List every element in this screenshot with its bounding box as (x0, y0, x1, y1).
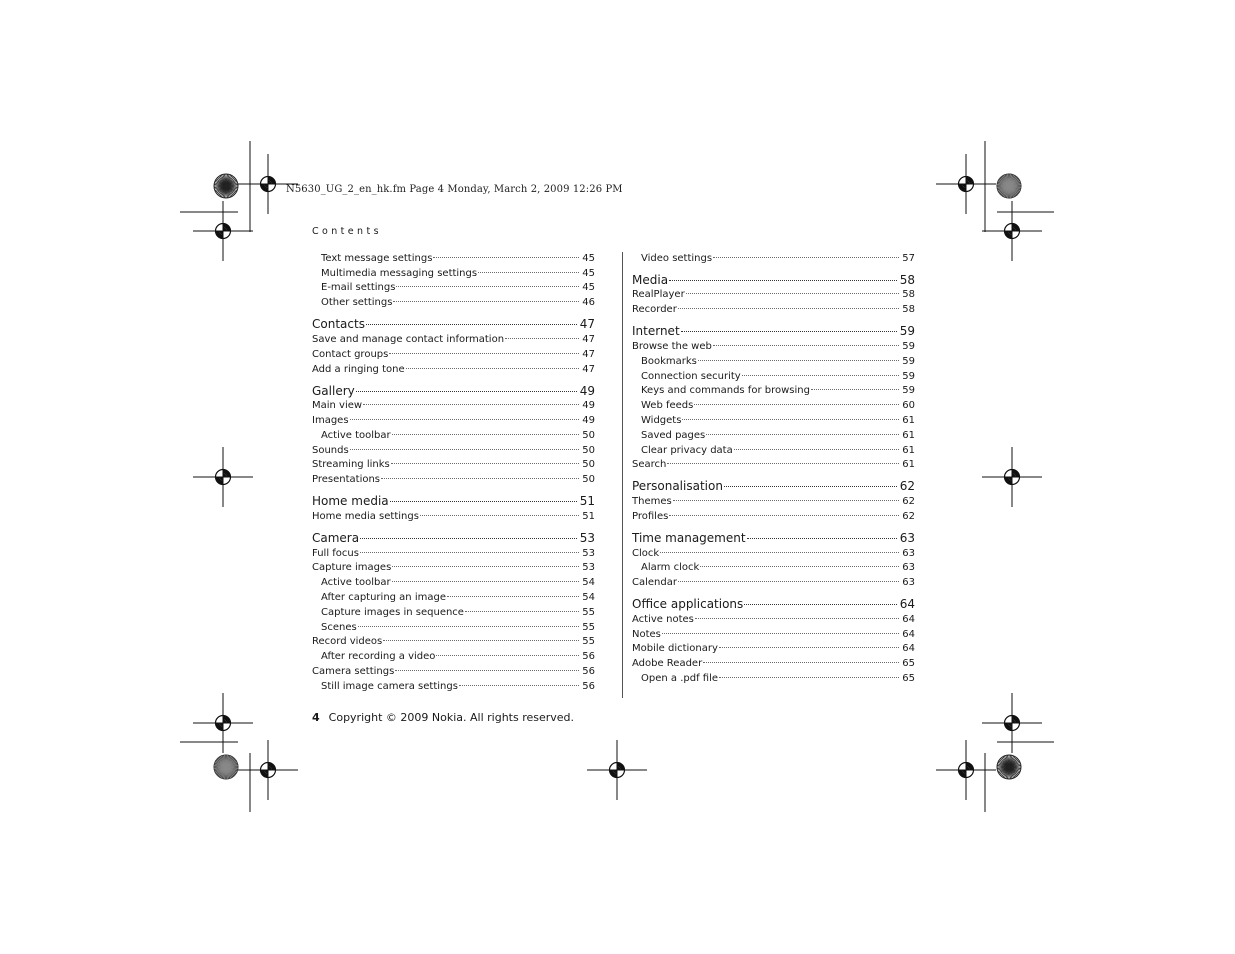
toc-entry (632, 496, 915, 510)
toc-entry-page: 51 (582, 511, 595, 522)
toc-entry-page: 59 (902, 341, 915, 352)
toc-entry (641, 371, 915, 385)
dot-leader (350, 449, 580, 450)
dot-leader (678, 308, 899, 309)
toc-entry-title: Sounds (312, 445, 349, 456)
dot-leader (713, 257, 899, 258)
column-divider (622, 252, 623, 698)
toc-entry (641, 400, 915, 414)
toc-entry-page: 54 (582, 577, 595, 588)
toc-entry (641, 415, 915, 429)
toc-entry-title: Capture images (312, 562, 392, 573)
section-label: Contents (312, 226, 382, 237)
toc-entry (321, 651, 595, 665)
toc-entry-title: Keys and commands for browsing (641, 385, 810, 396)
toc-chapter-entry (632, 531, 915, 547)
toc-entry-page: 56 (582, 681, 595, 692)
toc-entry (312, 548, 595, 562)
toc-entry-page: 45 (582, 268, 595, 279)
dot-leader (505, 338, 579, 339)
dot-leader (673, 500, 900, 501)
toc-entry-title: Bookmarks (641, 356, 697, 367)
toc-entry (321, 681, 595, 695)
toc-entry-page: 57 (902, 253, 915, 264)
toc-entry (632, 614, 915, 628)
toc-entry-page: 61 (902, 445, 915, 456)
toc-entry-page: 49 (579, 384, 595, 398)
toc-entry (641, 253, 915, 267)
dot-leader (465, 611, 579, 612)
toc-chapter-entry (312, 494, 595, 510)
toc-entry-page: 53 (582, 562, 595, 573)
toc-entry-page: 50 (582, 474, 595, 485)
dot-leader (742, 375, 900, 376)
toc-entry-page: 46 (582, 297, 595, 308)
toc-entry (632, 643, 915, 657)
toc-entry-page: 63 (902, 562, 915, 573)
toc-entry (321, 577, 595, 591)
dot-leader (356, 391, 577, 392)
toc-entry-title: Widgets (641, 415, 682, 426)
toc-entry-title: Save and manage contact information (312, 334, 505, 345)
toc-entry-page: 55 (582, 607, 595, 618)
dot-leader (433, 257, 579, 258)
star-center (1007, 184, 1011, 188)
toc-entry (312, 511, 595, 525)
toc-entry-page: 56 (582, 666, 595, 677)
toc-entry (312, 334, 595, 348)
toc-chapter-entry (312, 384, 595, 400)
dot-leader (667, 463, 899, 464)
dot-leader (393, 301, 579, 302)
toc-entry (632, 629, 915, 643)
toc-chapter-entry (632, 597, 915, 613)
toc-entry-page: 45 (582, 282, 595, 293)
toc-entry (312, 364, 595, 378)
toc-entry-title: Home media settings (312, 511, 419, 522)
toc-entry-title: Video settings (641, 253, 713, 264)
toc-entry-title: Themes (632, 496, 672, 507)
toc-entry (632, 289, 915, 303)
toc-entry (321, 592, 595, 606)
toc-entry-title: After recording a video (321, 651, 436, 662)
dot-leader (706, 434, 899, 435)
dot-leader (734, 449, 900, 450)
toc-entry-page: 59 (899, 324, 915, 338)
toc-entry-page: 51 (579, 494, 595, 508)
toc-entry-page: 47 (582, 334, 595, 345)
dot-leader (381, 478, 579, 479)
toc-entry (312, 562, 595, 576)
dot-leader (360, 552, 579, 553)
toc-entry-page: 62 (899, 479, 915, 493)
toc-entry (641, 385, 915, 399)
toc-entry (321, 268, 595, 282)
toc-entry-title: Notes (632, 629, 661, 640)
toc-entry (312, 445, 595, 459)
toc-entry-title: Scenes (321, 622, 357, 633)
toc-entry-page: 56 (582, 651, 595, 662)
toc-entry (312, 400, 595, 414)
toc-entry-page: 62 (902, 496, 915, 507)
toc-entry (321, 253, 595, 267)
toc-entry-title: Personalisation (632, 479, 723, 493)
toc-entry-title: Mobile dictionary (632, 643, 718, 654)
toc-entry-page: 58 (899, 273, 915, 287)
toc-entry-title: Internet (632, 324, 680, 338)
toc-entry-title: Media (632, 273, 669, 287)
dot-leader (747, 538, 897, 539)
toc-entry-page: 47 (582, 349, 595, 360)
dot-leader (350, 419, 580, 420)
dot-leader (719, 677, 899, 678)
toc-entry-title: Record videos (312, 636, 383, 647)
toc-entry-title: Images (312, 415, 349, 426)
dot-leader (678, 581, 899, 582)
toc-entry (632, 341, 915, 355)
dot-leader (360, 538, 577, 539)
page-number: 4 (312, 711, 320, 724)
dot-leader (724, 486, 897, 487)
toc-entry-title: E-mail settings (321, 282, 396, 293)
toc-entry-page: 59 (902, 356, 915, 367)
toc-entry-page: 50 (582, 445, 595, 456)
toc-entry (321, 282, 595, 296)
toc-entry-title: Camera (312, 531, 360, 545)
toc-entry-title: Active toolbar (321, 577, 391, 588)
toc-entry-page: 64 (902, 643, 915, 654)
toc-entry-page: 58 (902, 289, 915, 300)
dot-leader (459, 685, 579, 686)
toc-entry-title: Home media (312, 494, 389, 508)
dot-leader (695, 618, 899, 619)
toc-entry-title: Presentations (312, 474, 381, 485)
dot-leader (358, 626, 580, 627)
dot-leader (694, 404, 899, 405)
dot-leader (713, 345, 899, 346)
toc-entry (312, 415, 595, 429)
toc-entry-title: Open a .pdf file (641, 673, 718, 684)
dot-leader (811, 389, 899, 390)
toc-chapter-entry (632, 479, 915, 495)
toc-entry (641, 430, 915, 444)
toc-entry-title: RealPlayer (632, 289, 685, 300)
toc-entry (321, 622, 595, 636)
toc-entry (312, 474, 595, 488)
toc-entry (321, 297, 595, 311)
dot-leader (681, 331, 897, 332)
toc-entry (312, 349, 595, 363)
toc-entry-page: 64 (902, 614, 915, 625)
dot-leader (669, 515, 899, 516)
toc-entry (641, 356, 915, 370)
toc-entry-page: 61 (902, 430, 915, 441)
dot-leader (391, 463, 580, 464)
toc-entry-page: 55 (582, 622, 595, 633)
toc-entry-page: 54 (582, 592, 595, 603)
toc-entry-page: 61 (902, 459, 915, 470)
toc-entry-title: Gallery (312, 384, 355, 398)
toc-entry-page: 50 (582, 459, 595, 470)
toc-entry-page: 49 (582, 415, 595, 426)
toc-entry-title: Alarm clock (641, 562, 700, 573)
dot-leader (686, 293, 900, 294)
toc-entry (632, 577, 915, 591)
toc-entry-page: 45 (582, 253, 595, 264)
dot-leader (389, 353, 579, 354)
toc-entry-title: Profiles (632, 511, 669, 522)
dot-leader (363, 404, 579, 405)
dot-leader (662, 633, 899, 634)
toc-entry-title: Contact groups (312, 349, 389, 360)
toc-entry-page: 65 (902, 673, 915, 684)
dot-leader (392, 434, 580, 435)
toc-entry-title: After capturing an image (321, 592, 446, 603)
dot-leader (700, 566, 899, 567)
star-center (224, 765, 228, 769)
toc-entry-page: 47 (579, 317, 595, 331)
file-header-stamp: N5630_UG_2_en_hk.fm Page 4 Monday, March 2, 2009 12:26 PM (286, 184, 623, 195)
star-center (1007, 765, 1011, 769)
toc-entry-page: 64 (899, 597, 915, 611)
toc-entry (312, 666, 595, 680)
toc-entry-title: Office applications (632, 597, 744, 611)
toc-entry-page: 59 (902, 371, 915, 382)
toc-chapter-entry (312, 531, 595, 547)
toc-entry-title: Saved pages (641, 430, 706, 441)
toc-entry-page: 64 (902, 629, 915, 640)
toc-entry-title: Time management (632, 531, 746, 545)
toc-entry-title: Camera settings (312, 666, 395, 677)
page-footer (312, 711, 574, 724)
toc-entry (312, 636, 595, 650)
toc-entry-page: 55 (582, 636, 595, 647)
toc-entry-page: 50 (582, 430, 595, 441)
toc-entry (632, 511, 915, 525)
dot-leader (703, 662, 899, 663)
dot-leader (392, 566, 579, 567)
toc-entry-page: 47 (582, 364, 595, 375)
dot-leader (698, 360, 899, 361)
toc-entry (632, 304, 915, 318)
toc-entry-title: Capture images in sequence (321, 607, 464, 618)
toc-entry-page: 49 (582, 400, 595, 411)
toc-entry (632, 459, 915, 473)
toc-entry-page: 58 (902, 304, 915, 315)
dot-leader (682, 419, 899, 420)
toc-chapter-entry (632, 273, 915, 289)
dot-leader (669, 280, 897, 281)
toc-entry-title: Main view (312, 400, 363, 411)
toc-entry-title: Streaming links (312, 459, 390, 470)
toc-entry-title: Browse the web (632, 341, 712, 352)
toc-entry (641, 673, 915, 687)
toc-entry-page: 63 (902, 577, 915, 588)
toc-entry (321, 430, 595, 444)
dot-leader (447, 596, 579, 597)
dot-leader (392, 581, 580, 582)
toc-entry-page: 61 (902, 415, 915, 426)
toc-entry-title: Active notes (632, 614, 694, 625)
toc-entry (321, 607, 595, 621)
toc-entry-title: Recorder (632, 304, 677, 315)
toc-entry-page: 63 (902, 548, 915, 559)
toc-entry-title: Active toolbar (321, 430, 391, 441)
toc-entry-page: 63 (899, 531, 915, 545)
toc-entry-page: 53 (579, 531, 595, 545)
toc-entry-title: Connection security (641, 371, 741, 382)
toc-entry-title: Calendar (632, 577, 677, 588)
toc-entry-page: 62 (902, 511, 915, 522)
toc-chapter-entry (312, 317, 595, 333)
dot-leader (420, 515, 579, 516)
toc-entry-page: 53 (582, 548, 595, 559)
toc-entry (641, 445, 915, 459)
dot-leader (396, 286, 579, 287)
toc-entry-title: Adobe Reader (632, 658, 703, 669)
copyright-text: Copyright © 2009 Nokia. All rights reserved. (328, 711, 575, 724)
toc-entry (632, 548, 915, 562)
dot-leader (744, 604, 896, 605)
toc-entry-title: Full focus (312, 548, 359, 559)
toc-entry-page: 65 (902, 658, 915, 669)
toc-entry-page: 60 (902, 400, 915, 411)
toc-entry-title: Contacts (312, 317, 365, 331)
toc-entry (312, 459, 595, 473)
toc-entry (632, 658, 915, 672)
dot-leader (478, 272, 579, 273)
toc-entry-page: 59 (902, 385, 915, 396)
toc-chapter-entry (632, 324, 915, 340)
dot-leader (719, 647, 899, 648)
toc-entry-title: Multimedia messaging settings (321, 268, 478, 279)
dot-leader (660, 552, 899, 553)
toc-entry-title: Web feeds (641, 400, 694, 411)
toc-entry-title: Clear privacy data (641, 445, 733, 456)
dot-leader (366, 324, 577, 325)
star-center (224, 184, 228, 188)
dot-leader (390, 501, 577, 502)
dot-leader (395, 670, 579, 671)
toc-entry-title: Search (632, 459, 667, 470)
toc-entry-title: Other settings (321, 297, 393, 308)
dot-leader (436, 655, 579, 656)
toc-entry-title: Add a ringing tone (312, 364, 405, 375)
dot-leader (383, 640, 579, 641)
toc-entry-title: Clock (632, 548, 660, 559)
toc-entry-title: Text message settings (321, 253, 433, 264)
dot-leader (406, 368, 580, 369)
toc-entry (641, 562, 915, 576)
toc-entry-title: Still image camera settings (321, 681, 458, 692)
